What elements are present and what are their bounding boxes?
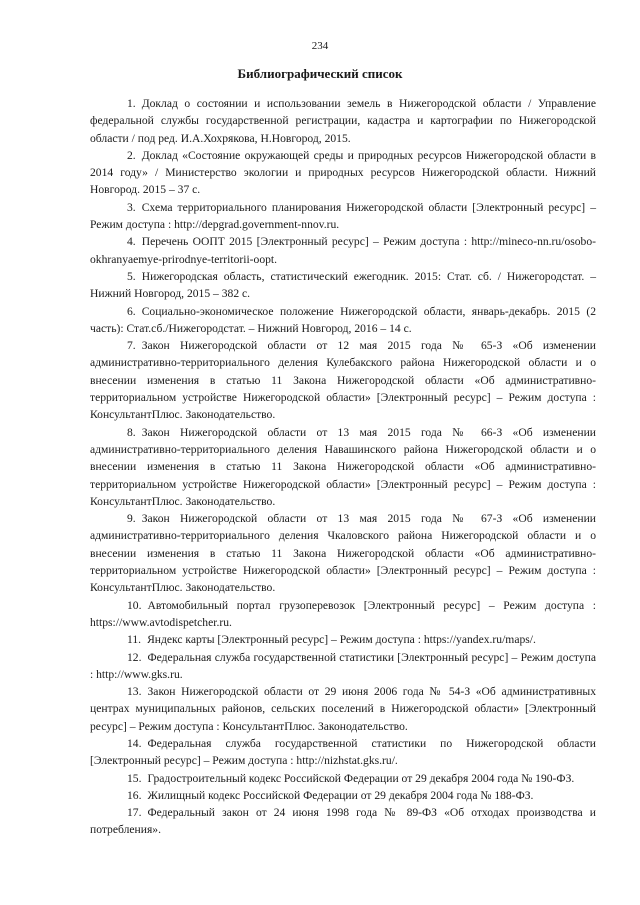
bibliography-entry [90,804,596,839]
bibliography-entry [90,337,596,423]
bibliography-entry [90,303,596,338]
entry-text: Доклад «Состояние окружающей среды и природных ресурсов Нижегородской области в 2014 году» / Министерство экологии и природных ресурсов Нижегородской области. Нижний Новгород. 2015 – 37 с. [90,148,596,197]
entry-text: Яндекс карты [Электронный ресурс] – Режим доступа : https://yandex.ru/maps/. [147,633,536,647]
bibliography-entry [90,770,596,787]
bibliography-entry [90,95,596,147]
entry-number: 2. [127,148,136,162]
entry-text: Градостроительный кодекс Российской Федерации от 29 декабря 2004 года № 190-ФЗ. [147,771,575,785]
entry-number: 16. [127,788,142,802]
entry-number: 6. [127,304,136,318]
entry-text: Социально-экономическое положение Нижегородской области, январь-декабрь. 2015 (2 часть): Стат.сб./Нижегородстат. – Нижний Новгород, 2016 – 14 с. [90,304,596,335]
entry-number: 4. [127,235,136,249]
entry-number: 13. [127,685,142,699]
entry-number: 14. [127,736,142,750]
bibliography-entry [90,683,596,735]
entry-text: Нижегородская область, статистический ежегодник. 2015: Стат. сб. / Нижегородстат. – Нижний Новгород, 2015 – 382 с. [90,269,596,301]
entry-text: Закон Нижегородской области от 13 мая 2015 года № 67-З «Об изменении административно-территориального деления Чкаловского района Нижегородской области и о внесении изменения в статью 11 Закона Нижегородской области «Об административно-территориальном устройстве Нижегородской области» [Электронный ресурс] – Режим доступа : КонсультантПлюс. Законодательство. [90,512,596,595]
bibliography-entry [90,268,596,303]
bibliography-entry [90,649,596,684]
entry-text: Федеральный закон от 24 июня 1998 года № 89-ФЗ «Об отходах производства и потребления». [90,806,596,837]
entry-number: 11. [127,633,142,647]
entry-number: 15. [127,771,142,785]
bibliography-entry [90,147,596,199]
entry-text: Схема территориального планирования Нижегородской области [Электронный ресурс] – Режим доступа : http://depgrad.government-nnov.ru. [90,200,596,232]
bibliography-entry [90,424,596,510]
bibliography-entry [90,631,596,648]
entry-number: 10. [127,598,142,612]
bibliography-entry [90,510,596,596]
entry-text: Перечень ООПТ 2015 [Электронный ресурс] – Режим доступа : http://mineco-nn.ru/osobo-okhranyaemye-prirodnye-territorii-oopt. [90,235,596,266]
entry-text: Федеральная служба государственной статистики по Нижегородской области [Электронный ресурс] – Режим доступа : http://nizhstat.gks.ru/. [90,736,596,768]
entry-text: Закон Нижегородской области от 29 июня 2006 года № 54-З «Об административных центрах муниципальных районов, сельских поселений в Нижегородской области» [Электронный ресурс] – Режим доступа : КонсультантПлюс. Законодательство. [90,685,596,733]
entry-number: 7. [127,339,136,353]
bibliography-list [90,95,596,839]
entry-number: 12. [127,650,142,664]
bibliography-entry [90,199,596,234]
bibliography-entry [90,735,596,770]
page-number: 234 [311,40,329,52]
entry-text: Жилищный кодекс Российской Федерации от 29 декабря 2004 года № 188-ФЗ. [147,788,534,802]
entry-text: Доклад о состоянии и использовании земель в Нижегородской области / Управление федеральной службы государственной регистрации, кадастра и картографии по Нижегородской области / под ред. И.А.Хохрякова, Н.Новгород, 2015. [90,97,596,145]
entry-text: Закон Нижегородской области от 13 мая 2015 года № 66-З «Об изменении административно-территориального деления Навашинского района Нижегородской области и о внесении изменения в статью 11 Закона Нижегородской области «Об административно-территориальном устройстве Нижегородской области» [Электронный ресурс] – Режим доступа : КонсультантПлюс. Законодательство. [90,425,596,508]
entry-text: Федеральная служба государственной статистики [Электронный ресурс] – Режим доступа : http://www.gks.ru. [90,650,596,681]
entry-text: Закон Нижегородской области от 12 мая 2015 года № 65-З «Об изменении административно-территориального деления Кулебакского района Нижегородской области и о внесении изменения в статью 11 Закона Нижегородской области «Об административно-территориальном устройстве Нижегородской области» [Электронный ресурс] – Режим доступа : КонсультантПлюс. Законодательство. [90,339,596,422]
entry-number: 17. [127,806,142,820]
entry-number: 9. [127,512,136,526]
bibliography-entry [90,787,596,804]
page-title: Библиографический список [237,66,403,81]
entry-text: Автомобильный портал грузоперевозок [Электронный ресурс] – Режим доступа : https://www.avtodispetcher.ru. [90,598,596,629]
bibliography-entry [90,233,596,268]
entry-number: 8. [127,425,136,439]
entry-number: 1. [127,97,136,110]
bibliography-entry [90,597,596,632]
entry-number: 5. [127,269,136,283]
entry-number: 3. [127,200,136,214]
